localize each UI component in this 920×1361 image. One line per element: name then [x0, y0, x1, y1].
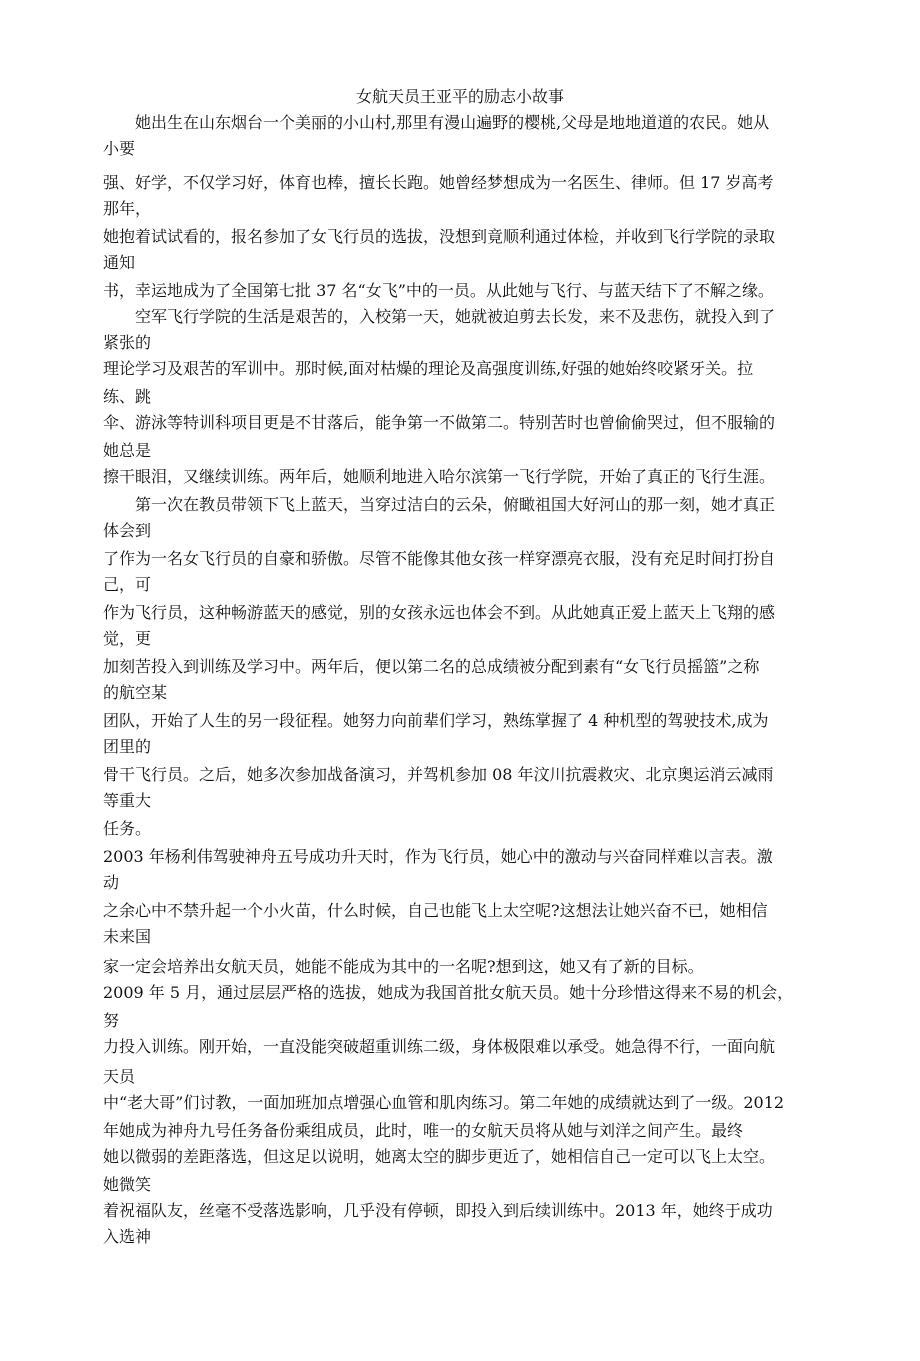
paragraph-line: 着祝福队友，丝毫不受落选影响，几乎没有停顿，即投入到后续训练中。2013 年，她终于成功 [103, 1201, 773, 1220]
paragraph-line: 己，可 [103, 575, 152, 594]
paragraph-line: 她以微弱的差距落选，但这足以说明，她离太空的脚步更近了，她相信自己一定可以飞上太空。 [103, 1147, 776, 1166]
paragraph-line: 那年， [103, 199, 152, 218]
paragraph-line: 紧张的 [103, 333, 152, 352]
paragraph-line: 之余心中不禁升起一个小火苗，什么时候，自己也能飞上太空呢?这想法让她兴奋不已，她相信 [103, 901, 768, 920]
paragraph-line: 努 [103, 1011, 120, 1030]
paragraph-line: 团里的 [103, 737, 152, 756]
paragraph-line: 觉，更 [103, 629, 152, 648]
paragraph-line: 她出生在山东烟台一个美丽的小山村,那里有漫山遍野的樱桃,父母是地地道道的农民。她从 [103, 113, 770, 132]
paragraph-line: 理论学习及艰苦的军训中。那时候,面对枯燥的理论及高强度训练,好强的她始终咬紧牙关。拉 [103, 359, 754, 378]
paragraph-line: 伞、游泳等特训科项目更是不甘落后，能争第一不做第二。特别苦时也曾偷偷哭过，但不服输的 [103, 413, 776, 432]
paragraph-line: 未来国 [103, 927, 152, 946]
paragraph-line: 任务。 [103, 819, 152, 838]
paragraph-line: 2003 年杨利伟驾驶神舟五号成功升天时，作为飞行员，她心中的激动与兴奋同样难以言表。激 [103, 847, 773, 866]
paragraph-line: 天员 [103, 1067, 136, 1086]
paragraph-line: 她抱着试试看的，报名参加了女飞行员的选拔，没想到竟顺利通过体检，并收到飞行学院的录取 [103, 227, 776, 246]
paragraph-line: 体会到 [103, 521, 152, 540]
paragraph-line: 强、好学，不仅学习好，体育也棒，擅长长跑。她曾经梦想成为一名医生、律师。但 17 岁高考 [103, 173, 774, 192]
paragraph-line: 她总是 [103, 441, 152, 460]
paragraph-line: 团队，开始了人生的另一段征程。她努力向前辈们学习，熟练掌握了 4 种机型的驾驶技术,成为 [103, 711, 769, 730]
paragraph-line: 擦干眼泪，又继续训练。两年后，她顺利地进入哈尔滨第一飞行学院，开始了真正的飞行生涯。 [103, 467, 776, 486]
paragraph-line: 作为飞行员，这种畅游蓝天的感觉，别的女孩永远也体会不到。从此她真正爱上蓝天上飞翔的感 [103, 603, 776, 622]
document-title: 女航天员王亚平的励志小故事 [355, 87, 564, 106]
paragraph-line: 小要 [103, 139, 136, 158]
paragraph-line: 她微笑 [103, 1175, 152, 1194]
paragraph-line: 骨干飞行员。之后，她多次参加战备演习，并驾机参加 08 年汶川抗震救灾、北京奥运消云减雨 [103, 765, 774, 784]
paragraph-line: 空军飞行学院的生活是艰苦的，入校第一天，她就被迫剪去长发，来不及悲伤，就投入到了 [103, 307, 776, 326]
paragraph-line: 2009 年 5 月，通过层层严格的选拔，她成为我国首批女航天员。她十分珍惜这得来不易的机会， [103, 983, 794, 1002]
paragraph-line: 的航空某 [103, 683, 168, 702]
paragraph-line: 力投入训练。刚开始，一直没能突破超重训练二级，身体极限难以承受。她急得不行，一面向航 [103, 1037, 776, 1056]
paragraph-line: 通知 [103, 253, 136, 272]
paragraph-line: 了作为一名女飞行员的自豪和骄傲。尽管不能像其他女孩一样穿漂亮衣服，没有充足时间打扮自 [103, 549, 776, 568]
paragraph-line: 书，幸运地成为了全国第七批 37 名“女飞”中的一员。从此她与飞行、与蓝天结下了不解之缘。 [103, 281, 774, 300]
paragraph-line: 动 [103, 873, 120, 892]
paragraph-line: 年她成为神舟九号任务备份乘组成员，此时，唯一的女航天员将从她与刘洋之间产生。最终 [103, 1121, 744, 1140]
paragraph-line: 练、跳 [103, 387, 152, 406]
paragraph-line: 加刻苦投入到训练及学习中。两年后，便以第二名的总成绩被分配到素有“女飞行员摇篮”之称 [103, 657, 760, 676]
paragraph-line: 等重大 [103, 791, 152, 810]
paragraph-line: 中“老大哥”们讨教，一面加班加点增强心血管和肌肉练习。第二年她的成绩就达到了一级。2012 [103, 1093, 785, 1112]
paragraph-line: 入选神 [103, 1227, 152, 1246]
paragraph-line: 第一次在教员带领下飞上蓝天，当穿过洁白的云朵，俯瞰祖国大好河山的那一刻，她才真正 [103, 495, 776, 514]
paragraph-line: 家一定会培养出女航天员，她能不能成为其中的一名呢?想到这，她又有了新的目标。 [103, 957, 704, 976]
